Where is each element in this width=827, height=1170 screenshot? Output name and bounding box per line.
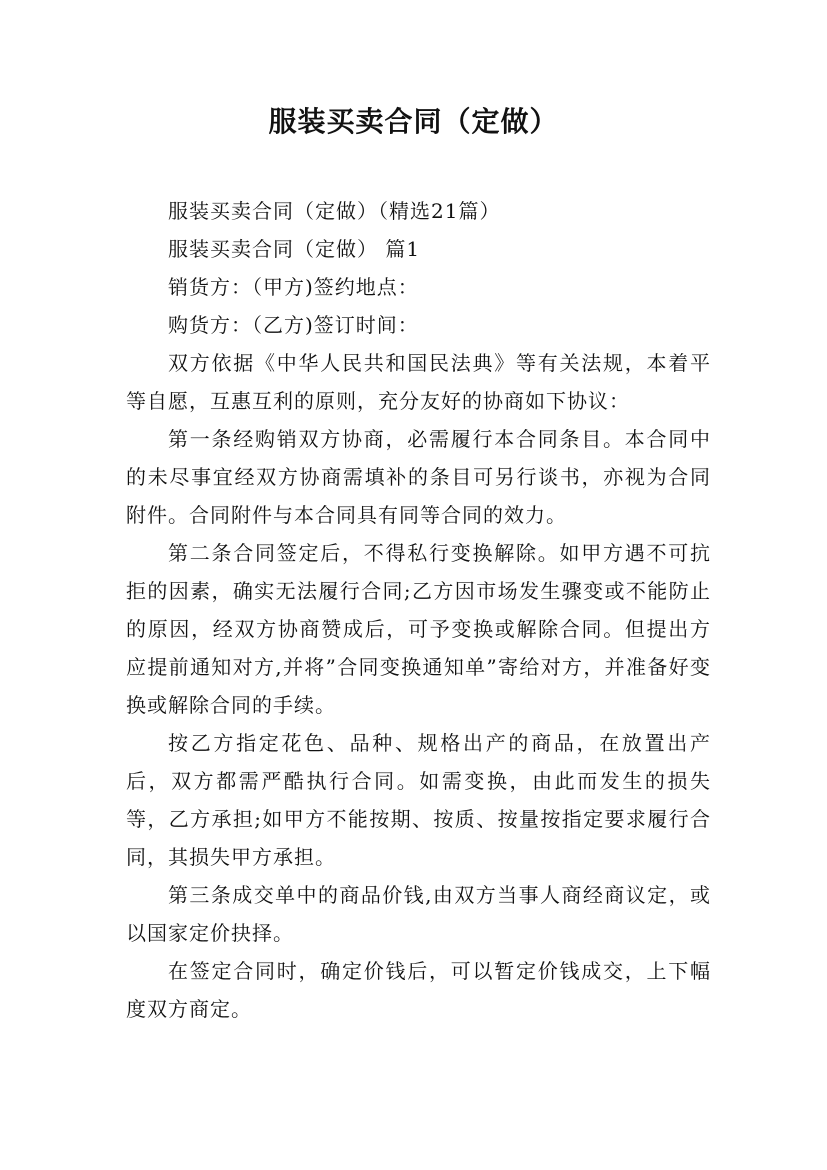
document-body: [126, 192, 711, 1028]
paragraph-buyer: 购货方：（乙方)签订时间：: [168, 313, 419, 337]
paragraph-seller: 销货方：（甲方)签约地点：: [168, 275, 419, 299]
paragraph-article-2: 第二条合同签定后，不得私行变换解除。如甲方遇不可抗拒的因素，确实无法履行合同;乙方因市场发生骤变或不能防止的原因，经双方协商赞成后，可予变换或解除合同。但提出方应提前通知对方,并将”合同变换通知单”寄给对方，并准备好变换或解除合同的手续。: [126, 541, 711, 717]
paragraph-article-3: 第三条成交单中的商品价钱,由双方当事人商经商议定，或以国家定价抉择。: [126, 883, 711, 945]
paragraph-preamble: 双方依据《中华人民共和国民法典》等有关法规，本着平等自愿，互惠互利的原则，充分友好的协商如下协议：: [126, 351, 711, 413]
paragraph-price-range: 在签定合同时，确定价钱后，可以暂定价钱成交，上下幅度双方商定。: [126, 959, 711, 1021]
document-title: 服装买卖合同（定做）: [268, 105, 559, 138]
paragraph-production: 按乙方指定花色、品种、规格出产的商品，在放置出产后，双方都需严酷执行合同。如需变换，由此而发生的损失等，乙方承担;如甲方不能按期、按质、按量按指定要求履行合同，其损失甲方承担。: [126, 731, 711, 869]
paragraph-section-heading: 服装买卖合同（定做） 篇1: [168, 237, 421, 261]
paragraph-subtitle: 服装买卖合同（定做）（精选21篇）: [168, 199, 501, 223]
paragraph-article-1: 第一条经购销双方协商，必需履行本合同条目。本合同中的未尽事宜经双方协商需填补的条目可另行谈书，亦视为合同附件。合同附件与本合同具有同等合同的效力。: [126, 427, 711, 527]
